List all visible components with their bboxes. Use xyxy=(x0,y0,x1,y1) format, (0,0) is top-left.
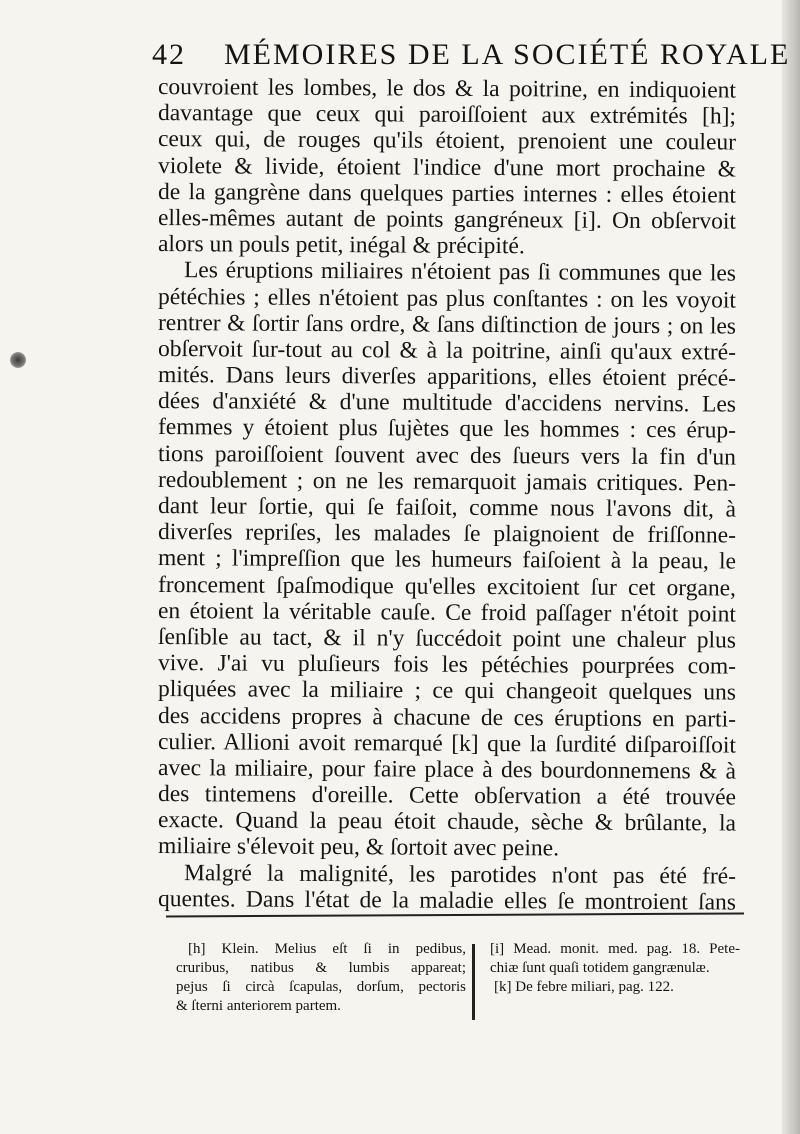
text-line: quentes. Dans l'état de la maladie elles ſe montroient ſans xyxy=(157,885,737,916)
text-line: pliquées avec la miliaire ; ce qui changeoit quelques uns xyxy=(157,676,737,706)
page-edge xyxy=(782,0,800,1134)
text-line: dées d'anxiété & d'une multitude d'accidens nervins. Les xyxy=(157,388,737,418)
text-line: ceux qui, de rouges qu'ils étoient, prenoient une couleur xyxy=(157,126,737,156)
text-line: de la gangrène dans quelques parties internes : elles étoient xyxy=(157,178,737,209)
text-line: violete & livide, étoient l'indice d'une mort prochaine & xyxy=(157,152,737,183)
text-line: elles-mêmes autant de points gangréneux [i]. On obſervoit xyxy=(157,204,737,235)
text-line: des tintemens d'oreille. Cette obſervation a été trouvée xyxy=(157,781,737,811)
footnote-line: chiæ ſunt quaſi totidem gangrænulæ. xyxy=(490,960,710,976)
footnotes-left xyxy=(176,940,466,1016)
text-line: dant leur ſortie, qui ſe faiſoit, comme nous l'avons dit, à xyxy=(157,493,737,523)
text-line: mités. Dans leurs diverſes apparitions, elles étoient précé- xyxy=(157,362,737,392)
text-line: tions paroiſſoient ſouvent avec des ſueurs vers la fin d'un xyxy=(157,440,737,471)
text-line: miliaire s'élevoit peu, & ſortoit avec peine. xyxy=(157,833,560,862)
paragraph-start-line: Malgré la malignité, les parotides n'ont pas été fré- xyxy=(183,859,737,890)
text-line: vive. J'ai vu pluſieurs fois les pétéchies pourprées com- xyxy=(157,650,737,680)
page-number: 42 xyxy=(152,38,186,71)
text-line: culier. Allioni avoit remarqué [k] que la ſurdité diſparoiſſoit xyxy=(157,728,737,759)
footnote-line: [k] De febre miliari, pag. 122. xyxy=(494,979,674,995)
footnote-line: cruribus, natibus & lumbis appareat; xyxy=(176,960,466,976)
body-text xyxy=(157,74,737,916)
footnote-line: pejus ſi circà ſcapulas, dorſum, pectoris xyxy=(176,979,466,995)
text-line: avec la miliaire, pour faire place à des bourdonnemens & à xyxy=(157,754,737,785)
text-line: ſenſible au tact, & il n'y ſuccédoit point une chaleur plus xyxy=(157,623,737,654)
text-line: femmes y étoient plus ſujètes que les hommes : ces érup- xyxy=(157,414,737,444)
text-line: redoublement ; on ne les remarquoit jamais critiques. Pen- xyxy=(157,466,737,497)
page-header xyxy=(152,38,791,78)
text-line: exacte. Quand la peau étoit chaude, sèche & brûlante, la xyxy=(157,807,737,837)
text-line: ment ; l'impreſſion que les humeurs faiſoient à la peau, le xyxy=(157,545,737,575)
running-title: MÉMOIRES DE LA SOCIÉTÉ ROYALE xyxy=(224,38,791,71)
text-line: couvroient les lombes, le dos & la poitrine, en indiquoient xyxy=(157,74,737,104)
paragraph-start-line: Les éruptions miliaires n'étoient pas ſi communes que les xyxy=(183,257,737,287)
text-line: obſervoit ſur-tout au col & à la poitrine, ainſi qu'aux extré- xyxy=(157,335,737,366)
text-line: diverſes repriſes, les malades ſe plaignoient de friſſonne- xyxy=(157,519,737,549)
text-line: pétéchies ; elles n'étoient pas plus conſtantes : on les voyoit xyxy=(157,283,737,314)
text-line: des accidens propres à chacune de ces éruptions en parti- xyxy=(157,702,737,733)
text-line: davantage que ceux qui paroiſſoient aux extrémités [h]; xyxy=(157,100,737,130)
footnote-line: [i] Mead. monit. med. pag. 18. Pete- xyxy=(490,941,740,957)
footnote-column-divider xyxy=(472,944,475,1020)
text-line: en étoient la véritable cauſe. Ce froid paſſager n'étoit point xyxy=(157,597,737,628)
text-line: alors un pouls petit, inégal & précipité. xyxy=(157,231,525,260)
footnote-line: [h] Klein. Melius eſt ſi in pedibus, xyxy=(188,941,466,957)
ink-spot xyxy=(10,352,26,368)
text-line: rentrer & ſortir ſans ordre, & ſans diſtinction de jours ; on les xyxy=(157,309,737,340)
text-line: froncement ſpaſmodique qu'elles excitoient ſur cet organe, xyxy=(157,571,737,602)
footnotes-right xyxy=(490,940,740,997)
footnote-line: & ſterni anteriorem partem. xyxy=(176,998,341,1014)
